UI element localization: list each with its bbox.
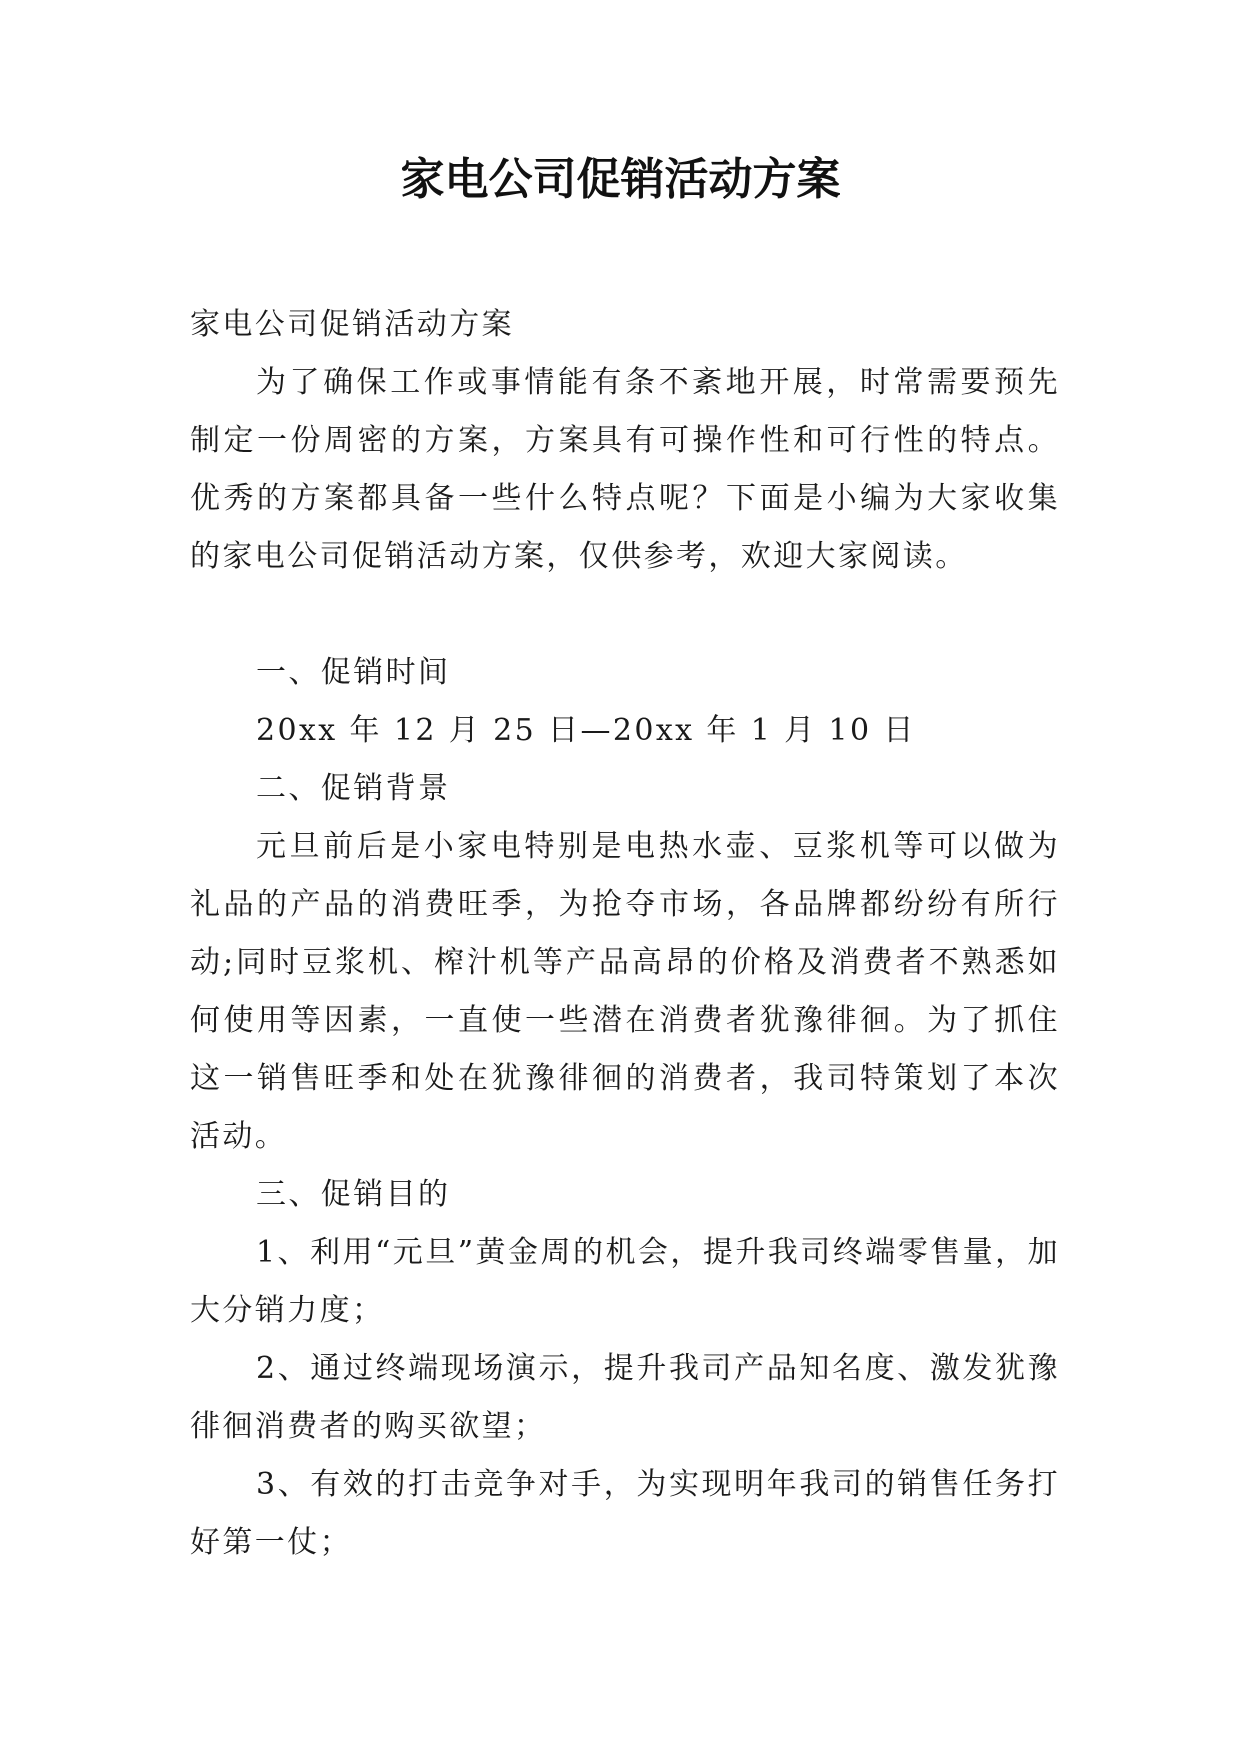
document-subtitle: 家电公司促销活动方案 — [190, 307, 514, 342]
section-heading-background: 二、促销背景 — [256, 771, 451, 806]
goal-item-3: 3、有效的打击竞争对手，为实现明年我司的销售任务打好第一仗； — [190, 1467, 1060, 1560]
background-paragraph: 元旦前后是小家电特别是电热水壶、豆浆机等可以做为礼品的产品的消费旺季，为抢夺市场，各品牌都纷纷有所行动;同时豆浆机、榨汁机等产品高昂的价格及消费者不熟悉如何使用等因素，一直使一些潜在消费者犹豫徘徊。为了抓住这一销售旺季和处在犹豫徘徊的消费者，我司特策划了本次活动。 — [190, 829, 1060, 1154]
promotion-dates: 20xx 年 12 月 25 日—20xx 年 1 月 10 日 — [256, 713, 916, 748]
section-heading-goals: 三、促销目的 — [256, 1177, 451, 1212]
intro-paragraph: 为了确保工作或事情能有条不紊地开展，时常需要预先制定一份周密的方案，方案具有可操作性和可行性的特点。优秀的方案都具备一些什么特点呢？下面是小编为大家收集的家电公司促销活动方案，仅供参考，欢迎大家阅读。 — [190, 365, 1060, 574]
paragraph-spacer — [190, 586, 1060, 644]
goal-item-1: 1、利用“元旦”黄金周的机会，提升我司终端零售量，加大分销力度； — [190, 1235, 1060, 1328]
section-heading-time: 一、促销时间 — [256, 655, 451, 690]
document-body — [190, 296, 1060, 1572]
document-title: 家电公司促销活动方案 — [400, 154, 841, 205]
goal-item-2: 2、通过终端现场演示，提升我司产品知名度、激发犹豫徘徊消费者的购买欲望； — [190, 1351, 1060, 1444]
